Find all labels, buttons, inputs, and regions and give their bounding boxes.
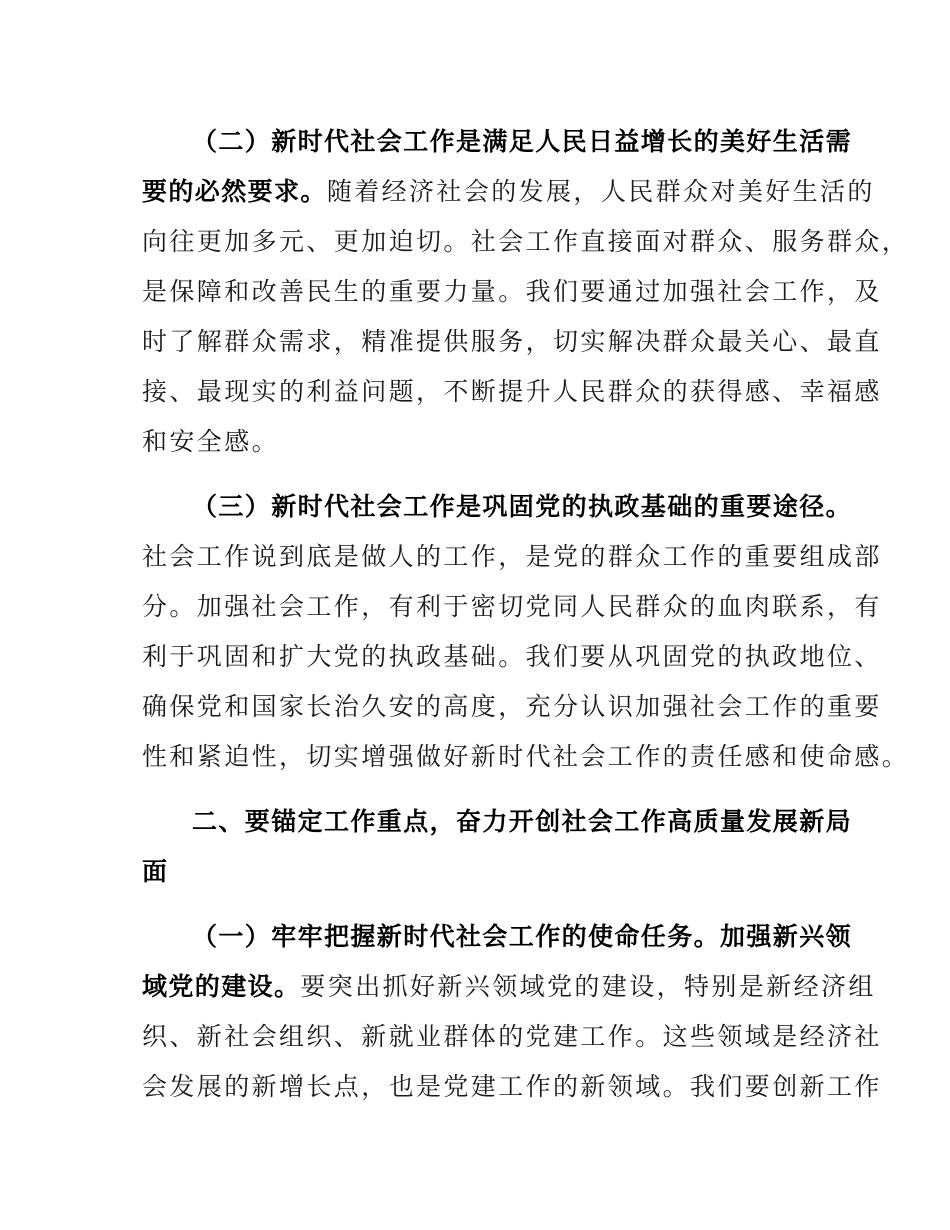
paragraph-4-line-4 bbox=[142, 1067, 882, 1107]
paragraph-2-line-3 bbox=[142, 222, 910, 262]
paragraph-4-text: 会发展的新增长点，也是党建工作的新领域。我们要创新工作 bbox=[142, 1072, 882, 1101]
section-2-heading-line-2 bbox=[142, 852, 822, 892]
paragraph-3-line-4 bbox=[142, 637, 882, 677]
section-2-heading-tail: 面 bbox=[142, 857, 169, 886]
paragraph-2-text: 随着经济社会的发展，人民群众对美好生活的 bbox=[326, 177, 875, 206]
paragraph-3-line-5 bbox=[142, 687, 882, 727]
paragraph-2-line-4 bbox=[142, 272, 882, 312]
section-2-heading: 二、要锚定工作重点，奋力开创社会工作高质量发展新局 bbox=[192, 807, 853, 836]
paragraph-3-heading: （三）新时代社会工作是巩固党的执政基础的重要途径。 bbox=[192, 492, 853, 521]
paragraph-4-line-3 bbox=[142, 1017, 882, 1057]
paragraph-2-line-2 bbox=[142, 172, 875, 212]
paragraph-3-line-3 bbox=[142, 587, 882, 627]
paragraph-4-text: 要突出抓好新兴领域党的建设，特别是新经济组 bbox=[300, 972, 876, 1001]
paragraph-2-heading-tail: 要的必然要求。 bbox=[142, 177, 327, 206]
paragraph-2-text: 是保障和改善民生的重要力量。我们要通过加强社会工作，及 bbox=[142, 277, 882, 306]
paragraph-2-text: 接、最现实的利益问题，不断提升人民群众的获得感、幸福感 bbox=[142, 377, 882, 406]
paragraph-3-text: 利于巩固和扩大党的执政基础。我们要从巩固党的执政地位、 bbox=[142, 642, 882, 671]
paragraph-3-line-6 bbox=[142, 737, 910, 777]
paragraph-4-text: 织、新社会组织、新就业群体的党建工作。这些领域是经济社 bbox=[142, 1022, 882, 1051]
paragraph-2-text: 和安全感。 bbox=[142, 427, 280, 456]
paragraph-3-text: 分。加强社会工作，有利于密切党同人民群众的血肉联系，有 bbox=[142, 592, 882, 621]
paragraph-2-text: 向往更加多元、更加迫切。社会工作直接面对群众、服务群众， bbox=[142, 227, 910, 256]
paragraph-4-line-2 bbox=[142, 967, 876, 1007]
paragraph-4-line-1 bbox=[192, 917, 872, 957]
paragraph-2-text: 时了解群众需求，精准提供服务，切实解决群众最关心、最直 bbox=[142, 327, 882, 356]
paragraph-2-line-6 bbox=[142, 372, 882, 412]
paragraph-3-text: 确保党和国家长治久安的高度，充分认识加强社会工作的重要 bbox=[142, 692, 882, 721]
paragraph-2-heading: （二）新时代社会工作是满足人民日益增长的美好生活需 bbox=[192, 127, 853, 156]
paragraph-3-text: 社会工作说到底是做人的工作，是党的群众工作的重要组成部 bbox=[142, 542, 882, 571]
paragraph-3-line-1 bbox=[192, 487, 872, 527]
paragraph-3-line-2 bbox=[142, 537, 882, 577]
paragraph-4-heading: （一）牢牢把握新时代社会工作的使命任务。加强新兴领 bbox=[192, 922, 853, 951]
paragraph-2-line-5 bbox=[142, 322, 882, 362]
paragraph-3-text: 性和紧迫性，切实增强做好新时代社会工作的责任感和使命感。 bbox=[142, 742, 910, 771]
paragraph-2-line-7 bbox=[142, 422, 822, 462]
paragraph-4-heading-tail: 域党的建设。 bbox=[142, 972, 301, 1001]
section-2-heading-line-1 bbox=[192, 802, 872, 842]
paragraph-2-line-1 bbox=[192, 122, 872, 162]
